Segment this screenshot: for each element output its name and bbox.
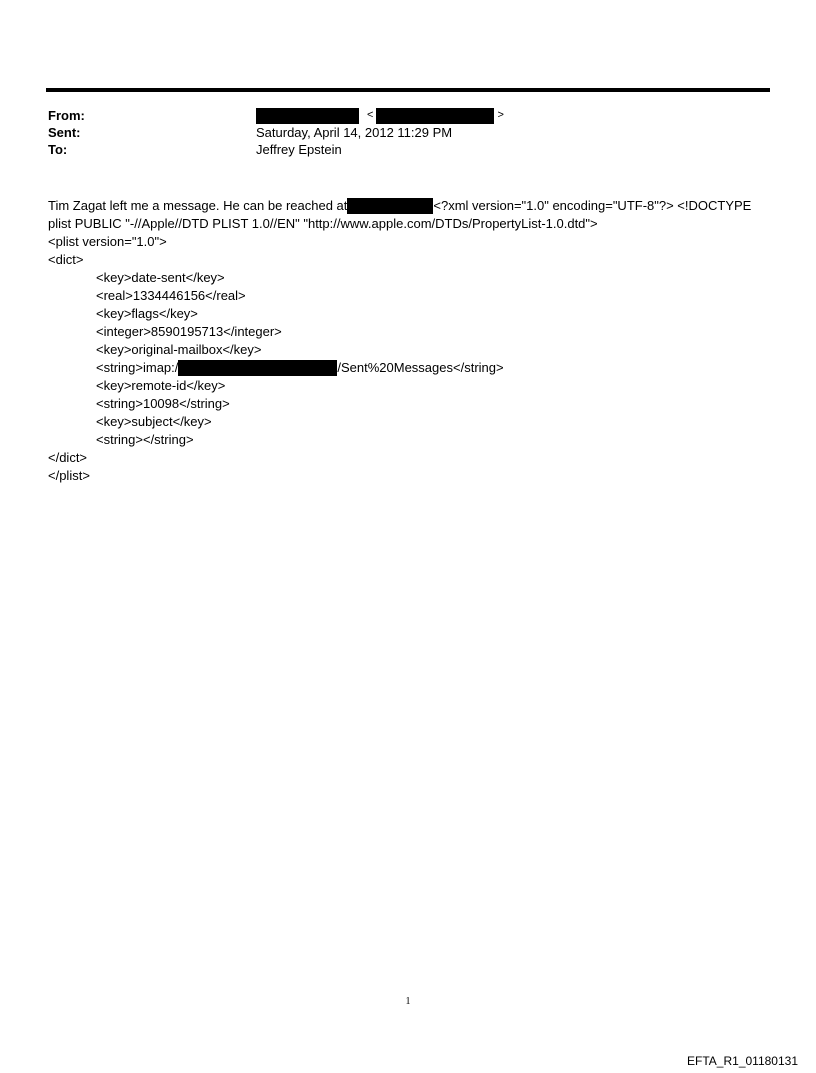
- bates-number: EFTA_R1_01180131: [687, 1054, 798, 1068]
- to-row: [48, 141, 768, 158]
- to-value: Jeffrey Epstein: [256, 142, 342, 157]
- from-label: From:: [48, 108, 85, 123]
- phone-redaction: [347, 198, 433, 214]
- from-open-bracket: <: [367, 109, 374, 121]
- body-line: <key>subject</key>: [96, 414, 212, 429]
- body-line: <key>date-sent</key>: [96, 270, 225, 285]
- from-value: [256, 107, 504, 124]
- body-line: <dict>: [48, 252, 84, 267]
- body-line: </dict>: [48, 450, 88, 465]
- message-text: Tim Zagat left me a message. He can be reached at: [48, 198, 348, 213]
- from-email-redaction: [376, 108, 494, 124]
- body-line: <real>1334446156</real>: [96, 288, 246, 303]
- sent-value: Saturday, April 14, 2012 11:29 PM: [256, 125, 453, 140]
- sent-label: Sent:: [48, 125, 81, 140]
- sent-row: [48, 124, 768, 141]
- from-name-redaction: [256, 108, 359, 124]
- body-line: <key>flags</key>: [96, 306, 198, 321]
- body-line: <plist version="1.0">: [48, 234, 167, 249]
- body-line: [48, 359, 772, 377]
- imap-path-redaction: [178, 360, 337, 376]
- body-line: <key>remote-id</key>: [96, 378, 226, 393]
- xml-declaration: <?xml version="1.0" encoding="UTF-8"?> <!DOCTYPE: [433, 198, 752, 213]
- body-line: <string>10098</string>: [96, 396, 230, 411]
- body-line: [48, 197, 772, 215]
- body-line: <key>original-mailbox</key>: [96, 342, 262, 357]
- from-close-bracket: >: [497, 109, 504, 121]
- imap-prefix: <string>imap:/: [96, 360, 179, 375]
- to-label: To:: [48, 142, 68, 157]
- body-line: <integer>8590195713</integer>: [96, 324, 282, 339]
- body-line: </plist>: [48, 468, 90, 483]
- from-row: [48, 107, 768, 124]
- header-rule: [46, 88, 770, 92]
- body-line: plist PUBLIC "-//Apple//DTD PLIST 1.0//EN" "http://www.apple.com/DTDs/PropertyList-1.0.dtd">: [48, 216, 598, 231]
- imap-suffix: /Sent%20Messages</string>: [337, 360, 504, 375]
- email-header: [48, 107, 768, 158]
- email-body: [48, 197, 772, 485]
- page-number: 1: [405, 996, 411, 1007]
- body-line: <string></string>: [96, 432, 194, 447]
